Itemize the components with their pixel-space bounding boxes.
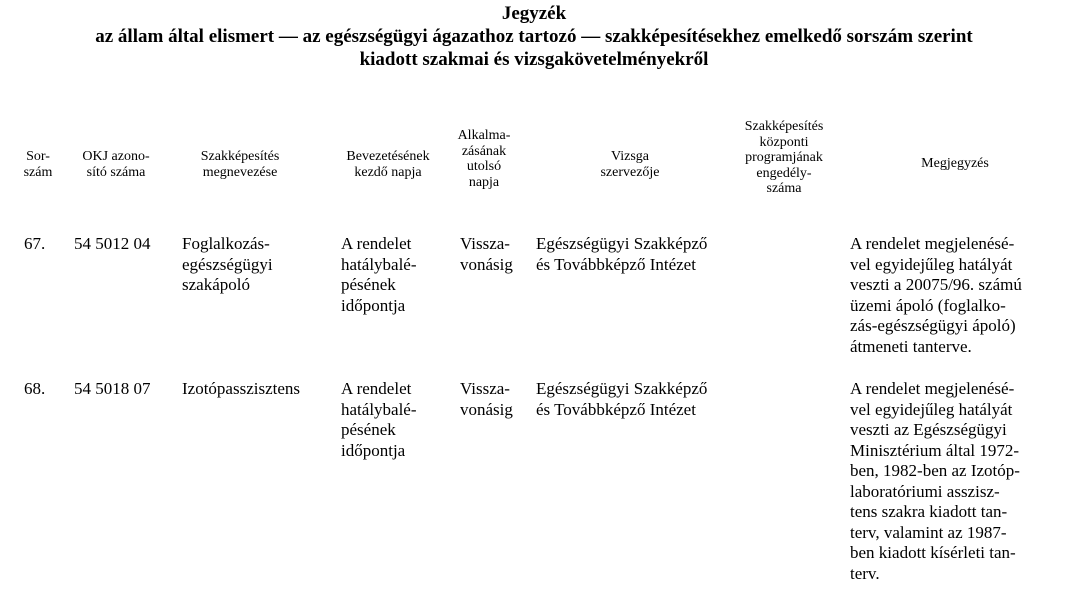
row-megjegyzes: A rendelet megjelenésé- vel egyidejűleg hatályát veszti a 20075/96. számú üzemi ápoló (foglalko- zás-egészségügyi ápoló) átmeneti tanterve. — [850, 234, 1022, 356]
row-bevezetes: A rendelet hatálybalé- pésének időpontja — [341, 379, 417, 460]
row-alkalmazas: Vissza- vonásig — [460, 234, 513, 274]
row-megnevezes: Izotópasszisztens — [182, 379, 301, 398]
title-line-2: az állam által elismert — az egészségügyi ágazathoz tartozó — szakképesítésekhez emelkedő sorszám szerint — [95, 26, 973, 47]
row-vizsga: Egészségügyi Szakképző és Továbbképző Intézet — [536, 379, 708, 419]
header-bevezetes: Bevezetésének kezdő napja — [346, 149, 430, 180]
row-bevezetes: A rendelet hatálybalé- pésének időpontja — [341, 234, 417, 315]
header-alkalmazas: Alkalma- zásának utolsó napja — [457, 128, 511, 190]
row-megnevezes: Foglalkozás- egészségügyi szakápoló — [182, 234, 273, 294]
header-vizsga: Vizsga szervezője — [600, 149, 660, 180]
header-megnevezes: Szakképesítés megnevezése — [200, 149, 280, 180]
row-alkalmazas: Vissza- vonásig — [460, 379, 513, 419]
row-vizsga: Egészségügyi Szakképző és Továbbképző Intézet — [536, 234, 708, 274]
row-okj: 54 5018 07 — [74, 379, 151, 398]
header-megjegyzes: Megjegyzés — [921, 156, 989, 171]
row-okj: 54 5012 04 — [74, 234, 151, 253]
row-sorszam: 68. — [24, 379, 46, 398]
row-sorszam: 67. — [24, 234, 46, 253]
header-okj: OKJ azono- sító száma — [82, 149, 150, 180]
header-sorszam: Sor- szám — [23, 149, 53, 180]
document-title — [0, 2, 1068, 71]
title-line-3: kiadott szakmai és vizsgakövetelményekről — [359, 49, 709, 70]
row-megjegyzes: A rendelet megjelenésé- vel egyidejűleg hatályát veszti az Egészségügyi Minisztérium által 1972- ben, 1982-ben az Izotóp- laboratóriumi asszisz- tens szakra kiadott tan- terv, valamint az 1987- ben kiadott kísérleti tan- terv. — [850, 379, 1020, 583]
header-program: Szakképesítés központi programjának engedély- száma — [744, 119, 824, 196]
title-line-1: Jegyzék — [501, 3, 567, 24]
